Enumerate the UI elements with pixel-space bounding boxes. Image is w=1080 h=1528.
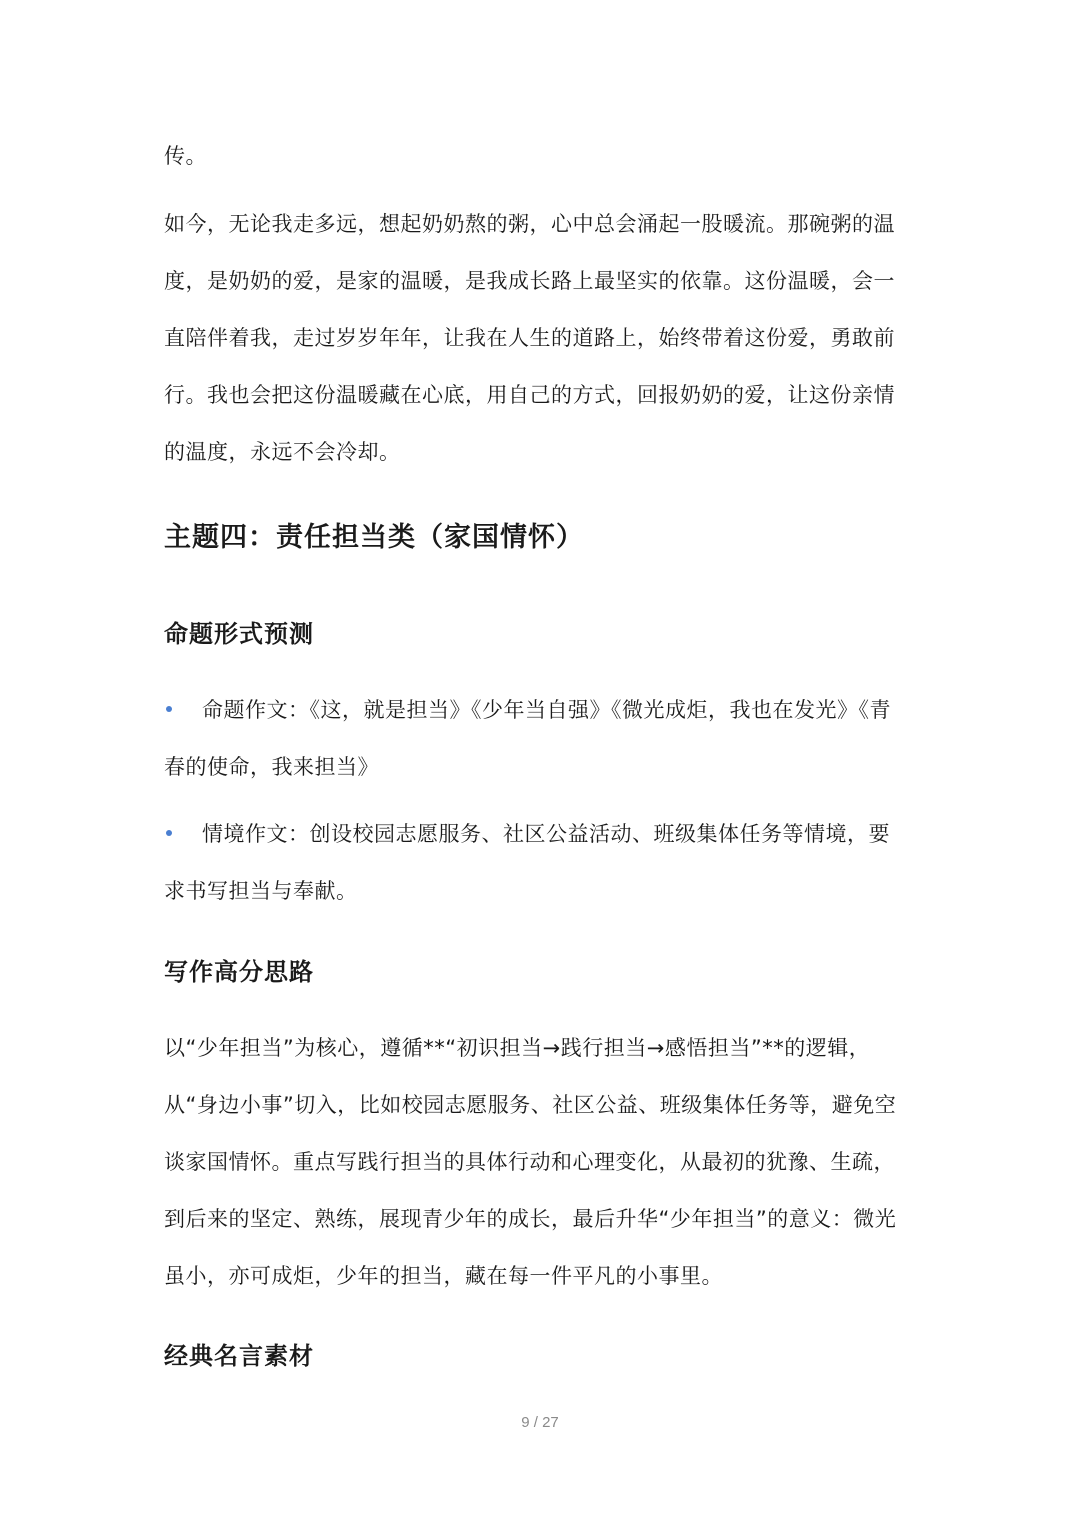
bullet-text: 命题作文：《这，就是担当》《少年当自强》《微光成炬，我也在发光》《青春的使命，我来担当》 (164, 698, 891, 779)
bullet-item (164, 682, 910, 796)
page-number: 9 / 27 (521, 1414, 559, 1431)
bullet-dot-icon (166, 706, 172, 712)
section-heading-writing: 写作高分思路 (164, 958, 314, 986)
bullet-text: 情境作文：创设校园志愿服务、社区公益活动、班级集体任务等情境，要求书写担当与奉献。 (164, 822, 890, 903)
theme-heading: 主题四：责任担当类（家国情怀） (164, 522, 584, 553)
bullet-item (164, 806, 910, 920)
paragraph-writing: 以“少年担当”为核心，遵循**“初识担当→践行担当→感悟担当”**的逻辑，从“身边小事”切入，比如校园志愿服务、社区公益、班级集体任务等，避免空谈家国情怀。重点写践行担当的具体行动和心理变化，从最初的犹豫、生疏，到后来的坚定、熟练，展现青少年的成长，最后升华“少年担当”的意义：微光虽小，亦可成炬，少年的担当，藏在每一件平凡的小事里。 (164, 1036, 897, 1288)
section-heading-quotes: 经典名言素材 (164, 1342, 314, 1370)
paragraph-continuation: 传。 (164, 144, 207, 168)
paragraph-now: 如今，无论我走多远，想起奶奶熬的粥，心中总会涌起一股暖流。那碗粥的温度，是奶奶的爱，是家的温暖，是我成长路上最坚实的依靠。这份温暖，会一直陪伴着我，走过岁岁年年，让我在人生的道路上，始终带着这份爱，勇敢前行。我也会把这份温暖藏在心底，用自己的方式，回报奶奶的爱，让这份亲情的温度，永远不会冷却。 (164, 212, 895, 464)
bullet-dot-icon (166, 830, 172, 836)
section-heading-forms: 命题形式预测 (164, 620, 314, 648)
